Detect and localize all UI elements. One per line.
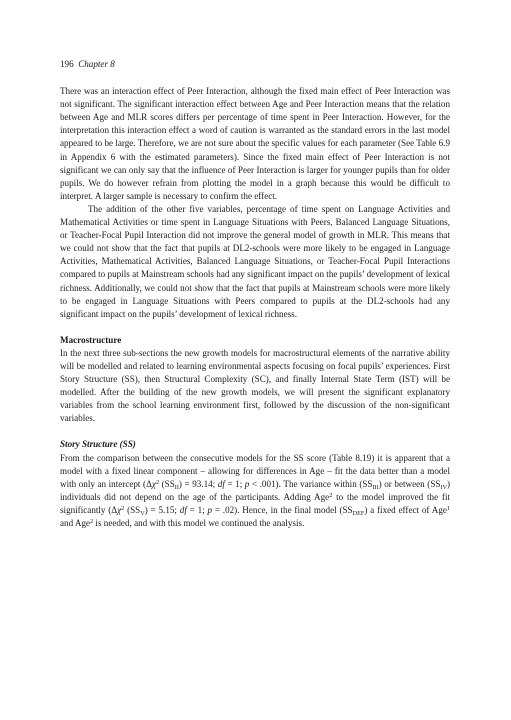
document-page	[60, 58, 450, 530]
superscript-1: 1	[446, 504, 450, 512]
paragraph-other-variables: The addition of the other five variables, percentage of time spent on Language Activities and Mathematical Activities or time spent in Language Situations with Peers, Balanced Language Situations, or Teacher-Focal Pupil Interaction did not improve the general model of growth in MLR. This means that we could not show that the fact that pupils at DL2-schools were more likely to be engaged in Language Activities, Mathematical Activities, Balanced Language Situations, or Teacher-Focal Pupil Interactions compared to pupils at Mainstream schools had any significant impact on the pupils’ development of lexical richness. Additionally, we could not show that the fact that pupils at Mainstream schools were more likely to be engaged in Language Situations with Peers compared to pupils at the DL2-schools had any significant impact on the pupils’ development of lexical richness.	[60, 203, 450, 319]
p-label: p	[207, 504, 213, 515]
superscript-2: 2	[121, 504, 125, 512]
paragraph-peer-interaction: There was an interaction effect of Peer Interaction, although the fixed main effect of Peer Interaction was not significant. The significant interaction effect between Age and Peer Interaction means that the relation between Age and MLR scores differs per percentage of time spent in Peer Interaction. However, for the interpretation this interaction effect a word of caution is warranted as the standard errors in the last model appeared to be large. Therefore, we are not sure about the specific values for each parameter (See Table 6.9 in Appendix 6 with the estimated parameters). Since the fixed main effect of Peer Interaction is not significant we can only say that the influence of Peer Interaction is larger for younger pupils than for older pupils. We do however refrain from plotting the model in a graph because this would be difficult to interpret. A larger sample is necessary to confirm the effect.	[60, 86, 450, 201]
df-label: df	[179, 504, 187, 515]
running-head	[60, 58, 450, 71]
superscript-2: 2	[329, 491, 333, 499]
subscript-ii: II	[174, 483, 179, 491]
ss-text-4: = 1;	[224, 478, 245, 489]
superscript-2: 2	[155, 478, 160, 486]
paragraph-story-structure	[60, 452, 450, 531]
chi-symbol: χ	[117, 504, 122, 515]
p-label: p	[244, 478, 250, 489]
chi-symbol: χ	[151, 478, 156, 489]
ss-text-15: is needed, and with this model we continued the analysis.	[93, 518, 305, 528]
ss-text-9: (SS	[124, 504, 141, 515]
subscript-v: V	[140, 509, 145, 517]
chapter-title: Chapter 8	[78, 59, 115, 69]
subscript-iv: IV	[440, 483, 447, 491]
heading-macrostructure: Macrostructure	[60, 334, 122, 345]
subscript-iii: III	[372, 483, 379, 491]
ss-text-14: and Age	[60, 518, 91, 528]
ss-text-6: ) or between (SS	[378, 478, 441, 489]
ss-text-3: ) = 93.14;	[178, 478, 218, 489]
page-number: 196	[60, 59, 74, 69]
ss-text-8: to the model improved the fit significantly (Δ	[60, 491, 450, 515]
subscript-def: DEF	[352, 509, 365, 517]
ss-text-12: = .02). Hence, in the final model (SS	[212, 504, 353, 515]
paragraph-macrostructure: In the next three sub-sections the new growth models for macrostructural elements of the narrative ability will be modelled and related to learning environmental aspects focusing on focal pupils’ experiences. First Story Structure (SS), then Structural Complexity (SC), and finally Internal State Term (IST) will be modelled. After the building of the new growth models, we will present the significant explanatory variables from the school learning environment first, followed by the discussion of the non-significant variables.	[60, 347, 450, 424]
ss-text-1: From the comparison between the consecutive models for the SS score (Table 8.19) it is apparent that a model with a fixed linear component – allowing for differences in Age – fit the data better than a model with only an intercept (Δ	[60, 452, 450, 489]
ss-text-11: = 1;	[186, 504, 208, 515]
ss-text-13: ) a fixed effect of Age	[364, 504, 447, 515]
ss-text-10: ) = 5.15;	[144, 504, 180, 515]
df-label: df	[217, 478, 225, 489]
ss-text-7: ) individuals did not depend on the age of the participants. Adding Age	[60, 478, 450, 502]
superscript-2: 2	[90, 518, 94, 525]
ss-text-5: < .001). The variance within (SS	[249, 478, 373, 489]
heading-story-structure: Story Structure (SS)	[60, 439, 136, 450]
ss-text-2: (SS	[159, 478, 175, 489]
